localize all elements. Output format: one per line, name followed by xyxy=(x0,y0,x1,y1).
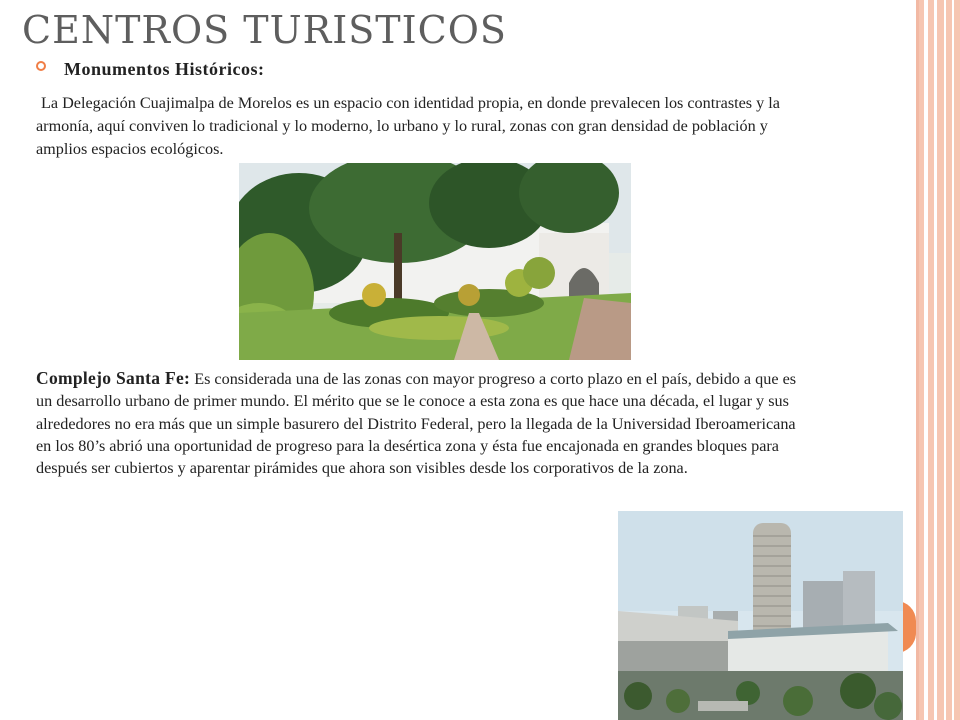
santa-fe-photo xyxy=(618,511,903,720)
decorative-stripes xyxy=(918,0,960,720)
bullet-icon xyxy=(36,61,46,71)
paragraph-santa-fe xyxy=(36,367,806,479)
paragraph-cuajimalpa: La Delegación Cuajimalpa de Morelos es un espacio con identidad propia, en donde prevalecen los contrastes y la armonía, aquí conviven lo tradicional y lo moderno, lo urbano y lo rural, zonas con gran densidad de población y amplios espacios ecológicos. xyxy=(36,94,780,158)
santa-fe-heading: Complejo Santa Fe: xyxy=(36,368,191,388)
decorative-line xyxy=(916,0,919,720)
santa-fe-body: Es considerada una de las zonas con mayor progreso a corto plazo en el país, debido a que es un desarrollo urbano de primer mundo. El mérito que se le conoce a esta zona es que hace una década, el lugar y sus alrededores no era más que un simple basurero del Distrito Federal, pero la llegada de la Universidad Iberoamericana en los 80’s abrió una oportunidad de progreso para la desértica zona y ésta fue encajonada en grandes bloques para después ser cubiertos y aparentar pirámides que ahora son visibles desde los corporativos de la zona. xyxy=(36,370,797,478)
garden-photo xyxy=(239,163,631,360)
section-subtitle: Monumentos Históricos: xyxy=(64,59,265,79)
slide-title: CENTROS TURISTICOS xyxy=(22,8,507,52)
